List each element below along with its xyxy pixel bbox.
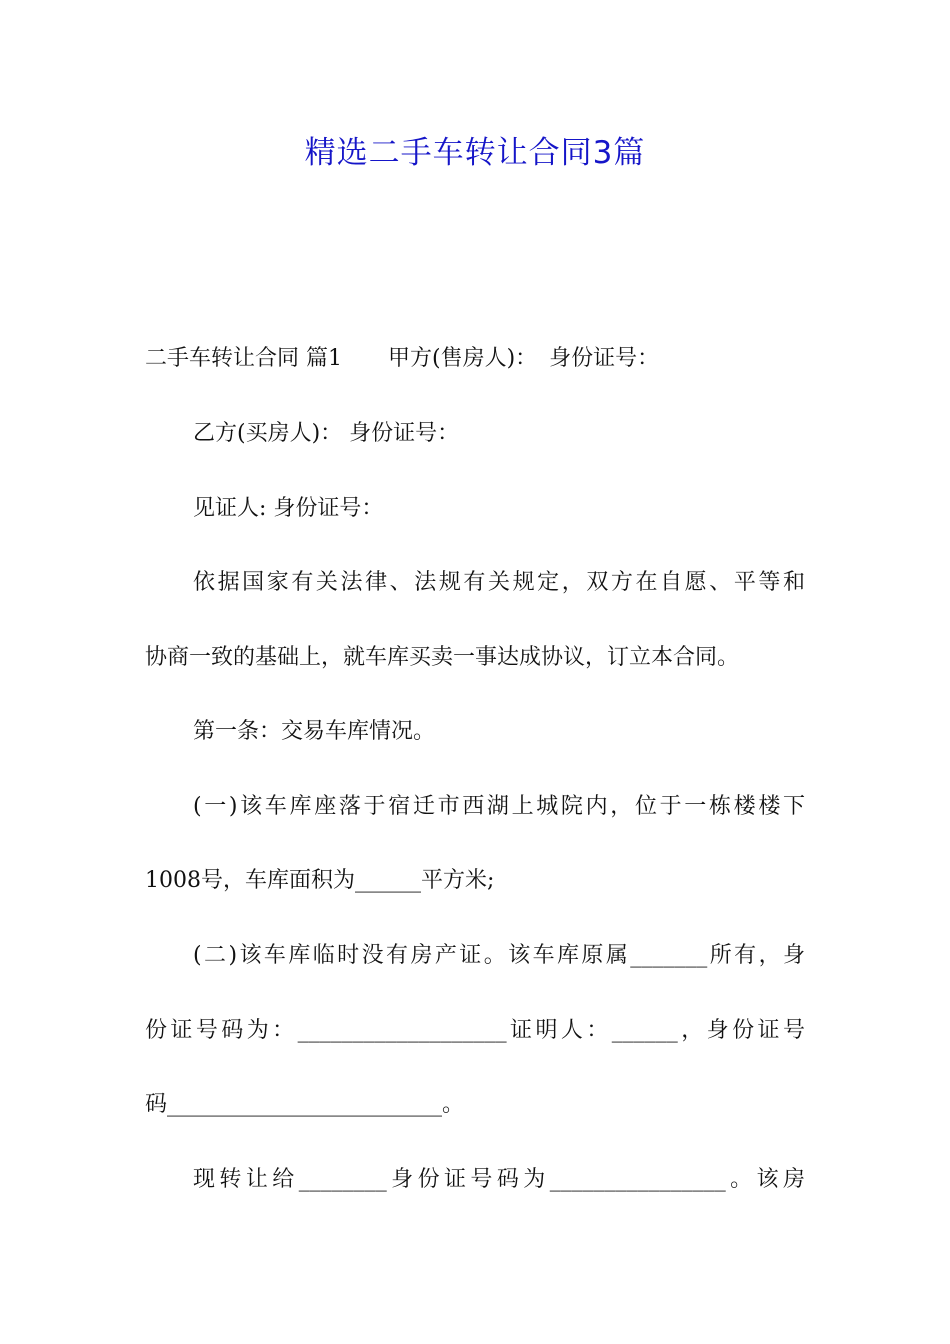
contract-heading: 二手车转让合同 篇1 bbox=[145, 346, 342, 371]
paragraph-line: 份证号码为：___________________证明人：______，身份证号 bbox=[145, 1018, 805, 1043]
paragraph-line: 依据国家有关法律、法规有关规定，双方在自愿、平等和 bbox=[193, 570, 805, 595]
witness-line: 见证人: 身份证号： bbox=[193, 496, 384, 521]
document-title: 精选二手车转让合同3篇 bbox=[304, 135, 646, 171]
paragraph-line: 现转让给________身份证号码为________________。该房 bbox=[193, 1167, 805, 1192]
contract-header-line bbox=[145, 344, 805, 374]
article-heading: 第一条：交易车库情况。 bbox=[193, 719, 436, 744]
party-a-id-label: 身份证号： bbox=[549, 346, 660, 371]
party-b-line: 乙方(买房人)： 身份证号： bbox=[193, 421, 460, 446]
paragraph-line: (一)该车库座落于宿迁市西湖上城院内，位于一栋楼楼下 bbox=[193, 794, 805, 819]
paragraph-line: (二)该车库临时没有房产证。该车库原属_______所有，身 bbox=[193, 943, 805, 968]
paragraph-line: 1008号，车库面积为______平方米; bbox=[145, 868, 495, 893]
party-a-label: 甲方(售房人)： bbox=[388, 346, 538, 371]
paragraph-line: 协商一致的基础上，就车库买卖一事达成协议，订立本合同。 bbox=[145, 645, 740, 670]
paragraph-line: 码_________________________。 bbox=[145, 1092, 465, 1117]
